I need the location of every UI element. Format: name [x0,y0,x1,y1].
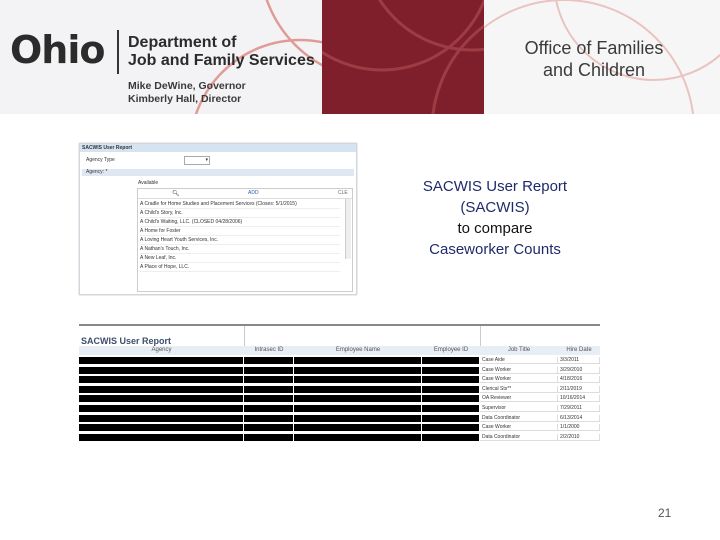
list-item[interactable]: A Nathan's Touch, Inc. [140,245,340,254]
redacted-cell [422,415,479,422]
hire-date-cell: 6/13/2014 [558,415,600,422]
redacted-cell [294,367,421,374]
job-title-cell: Case Aide [480,357,558,364]
job-title-cell: Data Coordinator [480,434,558,441]
list-item[interactable]: A Cradle for Home Studies and Placement Services (Closes: 5/1/2015) [140,200,340,209]
department-name [128,34,315,70]
list-item[interactable]: A Child's Waiting, LLC. (CLOSED 04/28/2006) [140,218,340,227]
hire-date-cell: 7/29/2011 [558,405,600,412]
redacted-cell [244,367,293,374]
redacted-cell [294,395,421,402]
office-name-line1: Office of Families [524,38,664,58]
office-name-line2: and Children [542,60,646,80]
heading-line3: to compare [457,220,533,237]
redacted-cell [422,367,479,374]
column-divider [480,326,481,348]
redacted-cell [244,386,293,393]
redacted-cell [294,424,421,431]
job-title-cell: Case Worker [480,424,558,431]
redacted-cell [422,357,479,364]
page-number: 21 [658,506,672,520]
add-button[interactable]: ADD [248,190,259,196]
redacted-cell [79,395,243,402]
list-item[interactable]: A New Leaf, Inc. [140,254,340,263]
redacted-cell [422,395,479,402]
director-name: Kimberly Hall, Director [128,93,242,105]
column-header-agency: Agency [79,346,245,355]
chevron-down-icon: ▾ [205,157,208,163]
listbox-scrollbar[interactable] [345,199,351,259]
redacted-cell [294,434,421,441]
redacted-cell [244,395,293,402]
redacted-cell [294,405,421,412]
heading-line4: Caseworker Counts [429,241,561,258]
redacted-cell [294,386,421,393]
redacted-cell [79,405,243,412]
governor-name: Mike DeWine, Governor [128,80,246,92]
listbox-search-row [138,189,352,199]
job-title-cell: Case Worker [480,367,558,374]
hire-date-cell: 2/11/2019 [558,386,600,393]
job-title-cell: OA Reviewer [480,395,558,402]
header-banner [0,0,720,114]
clear-button[interactable]: CLE [338,190,348,196]
user-report-table-screenshot [79,324,600,444]
agency-type-select[interactable] [184,156,210,165]
ohio-logo [10,28,105,72]
hire-date-cell: 2/2/2010 [558,434,600,441]
redacted-cell [79,434,243,441]
logo-divider [117,30,119,74]
redacted-cell [79,424,243,431]
hire-date-cell: 3/29/2010 [558,367,600,374]
heading-line2: (SACWIS) [460,199,530,216]
redacted-cell [79,357,243,364]
redacted-cell [79,376,243,383]
redacted-cell [244,415,293,422]
hire-date-cell: 1/1/2000 [558,424,600,431]
job-title-cell: Supervisor [480,405,558,412]
list-item[interactable]: A Loving Heart Youth Services, Inc. [140,236,340,245]
column-header-job-title: Job Title [480,346,559,355]
job-title-cell: Case Worker [480,376,558,383]
band-arcs [322,0,484,114]
redacted-cell [294,376,421,383]
redacted-cell [422,434,479,441]
column-header-hire-date: Hire Date [558,346,601,355]
slide-heading [360,176,630,260]
form-title: SACWIS User Report [80,144,356,152]
agency-type-label: Agency Type [86,157,115,163]
redacted-cell [244,376,293,383]
column-divider [244,326,245,348]
ohio-logo-text: Ohio [10,28,105,72]
heading-line1: SACWIS User Report [422,178,568,195]
redacted-cell [422,376,479,383]
user-report-form-screenshot [79,143,357,295]
redacted-cell [244,405,293,412]
redacted-cell [422,386,479,393]
redacted-cell [244,434,293,441]
job-title-cell: Clerical Sts** [480,386,558,393]
officials [128,80,246,106]
list-item[interactable]: A Child's Story, Inc. [140,209,340,218]
available-label: Available [138,180,159,186]
redacted-cell [244,357,293,364]
ofc-panel [484,0,720,114]
header-red-band [322,0,484,114]
redacted-cell [294,415,421,422]
redacted-cell [79,386,243,393]
search-icon[interactable]: 🔍︎ [172,191,180,197]
table-title: SACWIS User Report [81,336,172,346]
agency-listbox[interactable] [137,188,353,292]
column-header-employee-name: Employee Name [294,346,423,355]
column-header-intrasec-id: Intrasec ID [244,346,295,355]
redacted-cell [294,357,421,364]
redacted-cell [422,405,479,412]
list-item[interactable]: A Home for Foster [140,227,340,236]
column-header-employee-id: Employee ID [422,346,481,355]
hire-date-cell: 4/18/2016 [558,376,600,383]
department-line1: Department of [128,34,237,51]
department-line2: Job and Family Services [128,52,315,69]
hire-date-cell: 3/3/2011 [558,357,600,364]
list-item[interactable]: A Place of Hope, LLC. [140,263,340,272]
redacted-cell [79,415,243,422]
hire-date-cell: 10/16/2014 [558,395,600,402]
job-title-cell: Data Coordinator [480,415,558,422]
redacted-cell [79,367,243,374]
redacted-cell [422,424,479,431]
agency-label: Agency: * [82,169,354,176]
redacted-cell [244,424,293,431]
